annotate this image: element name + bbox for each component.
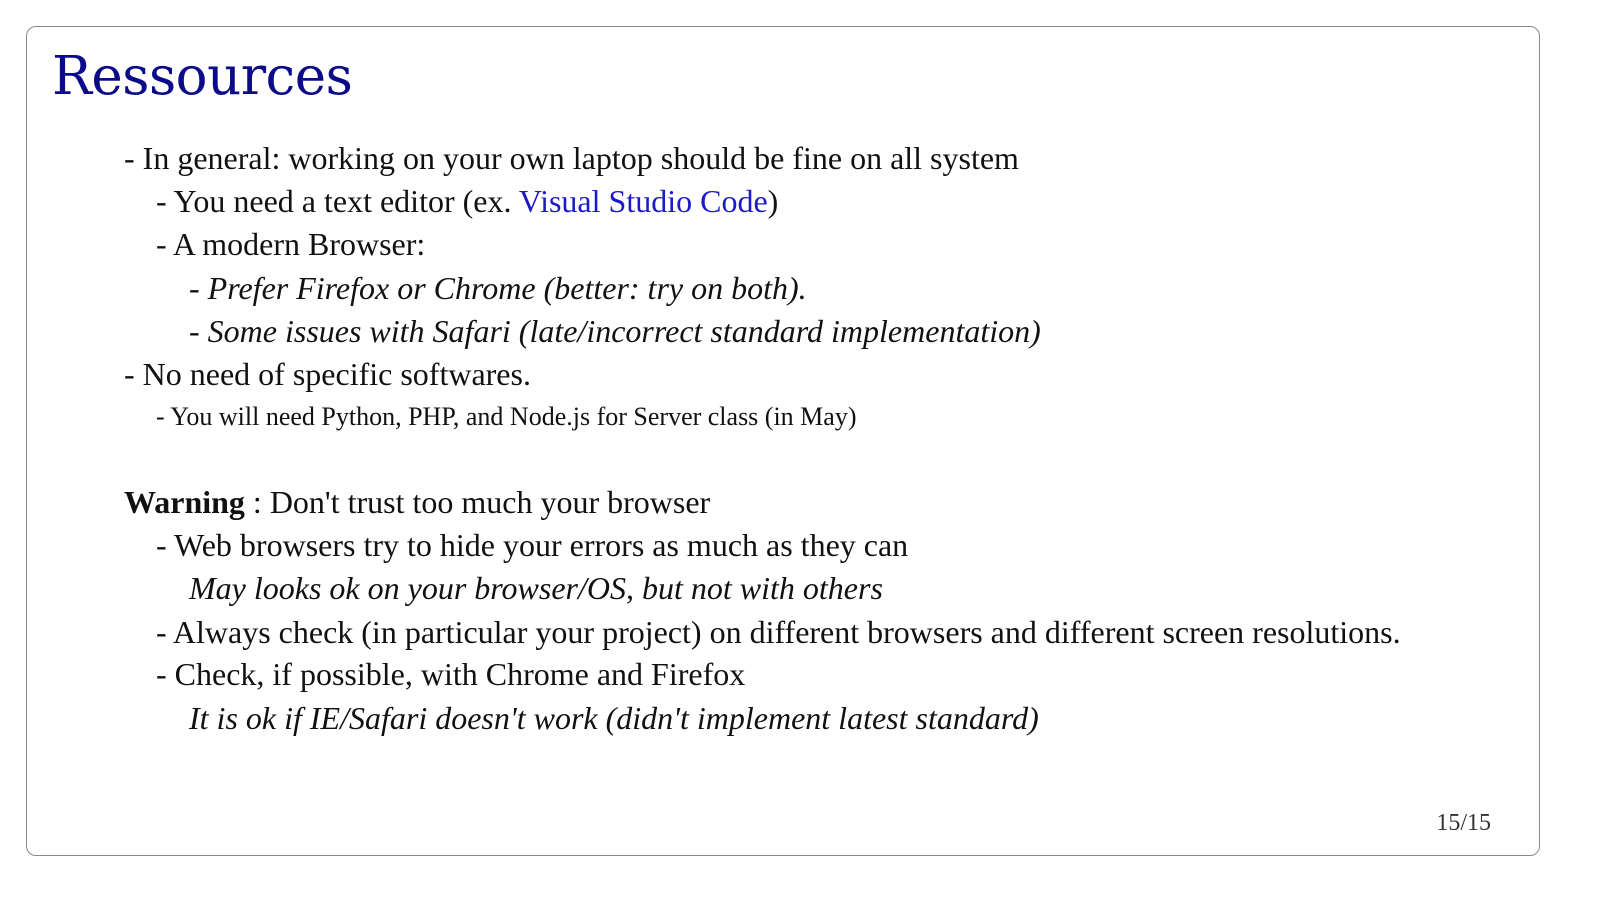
bullet-text-editor-suffix: ) xyxy=(767,183,779,219)
bullet-dash: - xyxy=(189,313,208,349)
bullet-hide-errors: - Web browsers try to hide your errors as much as they can xyxy=(156,527,909,563)
bullet-always-check: - Always check (in particular your project) on different browsers and different screen resolutions. xyxy=(156,614,1401,650)
bullet-text-editor-prefix: - You need a text editor (ex. xyxy=(156,183,519,219)
bullet-server-class: - You will need Python, PHP, and Node.js for Server class (in May) xyxy=(156,402,857,431)
vscode-link[interactable]: Visual Studio Code xyxy=(518,183,768,219)
bullet-modern-browser: - A modern Browser: xyxy=(156,226,426,262)
bullet-safari-issues xyxy=(189,315,1041,347)
warning-text: : Don't trust too much your browser xyxy=(244,484,711,520)
slide-title: Ressources xyxy=(52,46,353,107)
bullet-prefer-firefox-text: Prefer Firefox or Chrome (better: try on both). xyxy=(207,270,807,306)
note-ie-safari: It is ok if IE/Safari doesn't work (didn't implement latest standard) xyxy=(189,700,1039,736)
warning-label: Warning xyxy=(124,484,245,520)
page-number: 15/15 xyxy=(1436,810,1491,836)
note-looks-ok: May looks ok on your browser/OS, but not with others xyxy=(189,570,883,606)
bullet-safari-issues-text: Some issues with Safari (late/incorrect standard implementation) xyxy=(207,313,1041,349)
bullet-prefer-firefox xyxy=(189,272,807,304)
warning-line xyxy=(124,486,710,518)
bullet-dash: - xyxy=(189,270,208,306)
bullet-text-editor xyxy=(156,185,778,217)
slide xyxy=(26,26,1540,856)
bullet-general: - In general: working on your own laptop should be fine on all system xyxy=(124,140,1019,176)
bullet-no-specific-software: - No need of specific softwares. xyxy=(124,356,531,392)
bullet-check-chrome-firefox: - Check, if possible, with Chrome and Firefox xyxy=(156,656,746,692)
